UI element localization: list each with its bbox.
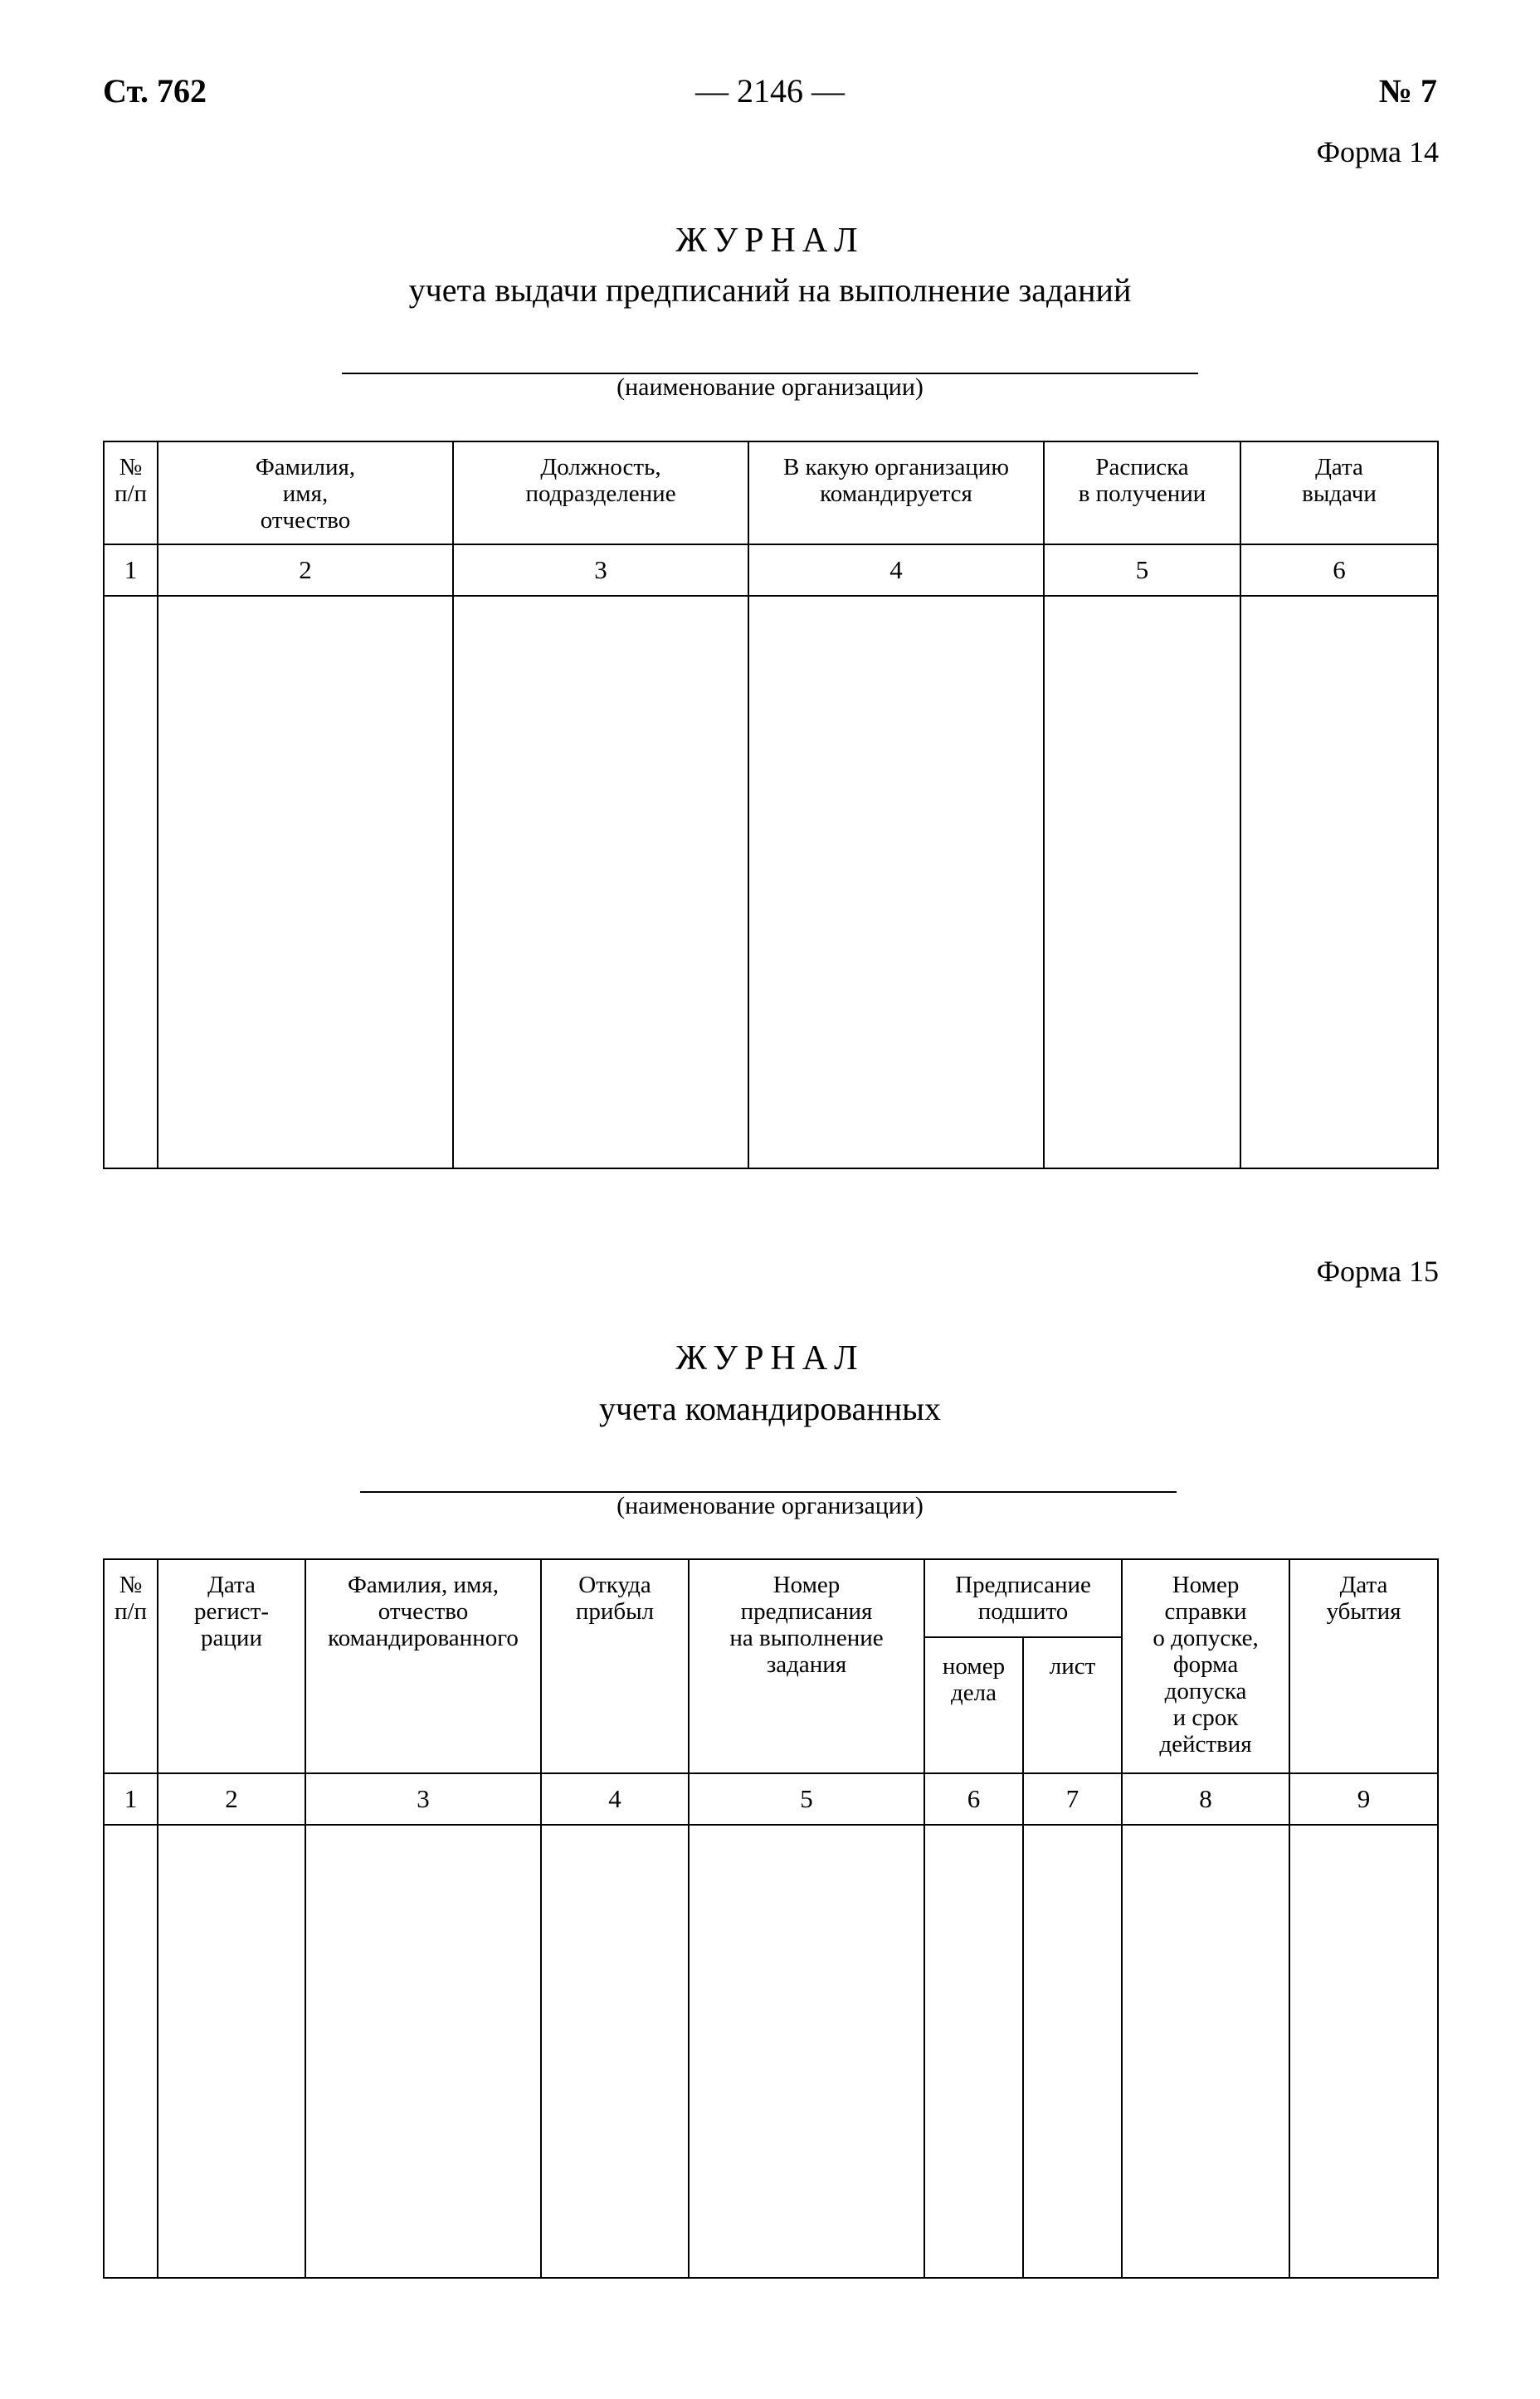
issue-number: № 7 <box>1378 72 1437 110</box>
form15-org-caption: (наименование организации) <box>616 1492 924 1519</box>
form15-header-row-1 <box>104 1559 1438 1637</box>
form14-blank-cell <box>104 596 158 1168</box>
form15-colnum-4: 4 <box>541 1773 689 1825</box>
form15-colnum-6: 6 <box>924 1773 1023 1825</box>
form14-blank-cell <box>453 596 748 1168</box>
form15-colnum-8: 8 <box>1122 1773 1289 1825</box>
form15-col-order-number: Номер предписания на выполнение задания <box>689 1559 924 1773</box>
form14-blank-row <box>104 596 1438 1168</box>
form15-blank-cell <box>104 1825 158 2278</box>
form15-table <box>103 1558 1439 2279</box>
form15-colnum-2: 2 <box>158 1773 305 1825</box>
form15-blank-cell <box>1023 1825 1122 2278</box>
form15-label: Форма 15 <box>1316 1255 1439 1288</box>
form14-number-row <box>104 544 1438 596</box>
form14-subtitle: учета выдачи предписаний на выполнение заданий <box>408 271 1132 309</box>
form14-colnum-4: 4 <box>748 544 1044 596</box>
form14-table <box>103 441 1439 1169</box>
form15-col-clearance: Номер справки о допуске, форма допуска и срок действия <box>1122 1559 1289 1773</box>
form15-title: ЖУРНАЛ <box>675 1339 865 1377</box>
form14-col-receipt: Расписка в получении <box>1044 441 1240 544</box>
form14-col-position: Должность, подразделение <box>453 441 748 544</box>
form14-blank-cell <box>158 596 453 1168</box>
form15-colnum-1: 1 <box>104 1773 158 1825</box>
form15-blank-row <box>104 1825 1438 2278</box>
form14-org-caption: (наименование организации) <box>616 373 924 401</box>
form15-colnum-5: 5 <box>689 1773 924 1825</box>
form15-blank-cell <box>1289 1825 1438 2278</box>
form15-subtitle: учета командированных <box>599 1390 941 1427</box>
form15-col-case-number: номер дела <box>924 1637 1023 1773</box>
form14-colnum-1: 1 <box>104 544 158 596</box>
form14-title: ЖУРНАЛ <box>675 222 865 260</box>
form14-blank-cell <box>1044 596 1240 1168</box>
form14-colnum-2: 2 <box>158 544 453 596</box>
form15-col-sheet: лист <box>1023 1637 1122 1773</box>
page-section-ref: Ст. 762 <box>103 72 207 110</box>
form15-blank-cell <box>305 1825 541 2278</box>
form15-colnum-7: 7 <box>1023 1773 1122 1825</box>
form15-col-departure-date: Дата убытия <box>1289 1559 1438 1773</box>
form15-blank-cell <box>1122 1825 1289 2278</box>
form15-col-fullname: Фамилия, имя, отчество командированного <box>305 1559 541 1773</box>
form14-col-organization: В какую организацию командируется <box>748 441 1044 544</box>
form14-col-fullname: Фамилия, имя, отчество <box>158 441 453 544</box>
form15-col-reg-date: Дата регист- рации <box>158 1559 305 1773</box>
form15-col-number: № п/п <box>104 1559 158 1773</box>
form15-colnum-3: 3 <box>305 1773 541 1825</box>
form14-colnum-6: 6 <box>1240 544 1438 596</box>
form15-blank-cell <box>689 1825 924 2278</box>
form14-blank-cell <box>748 596 1044 1168</box>
form15-col-order-filed: Предписание подшито <box>924 1559 1122 1637</box>
form14-col-number: № п/п <box>104 441 158 544</box>
form15-blank-cell <box>158 1825 305 2278</box>
form15-blank-cell <box>924 1825 1023 2278</box>
form15-blank-cell <box>541 1825 689 2278</box>
form14-col-date: Дата выдачи <box>1240 441 1438 544</box>
form15-number-row <box>104 1773 1438 1825</box>
form15-colnum-9: 9 <box>1289 1773 1438 1825</box>
form14-colnum-3: 3 <box>453 544 748 596</box>
form14-colnum-5: 5 <box>1044 544 1240 596</box>
form14-header-row <box>104 441 1438 544</box>
form14-label: Форма 14 <box>1316 135 1439 168</box>
page-number: — 2146 — <box>695 72 845 110</box>
form14-blank-cell <box>1240 596 1438 1168</box>
form15-col-from: Откуда прибыл <box>541 1559 689 1773</box>
